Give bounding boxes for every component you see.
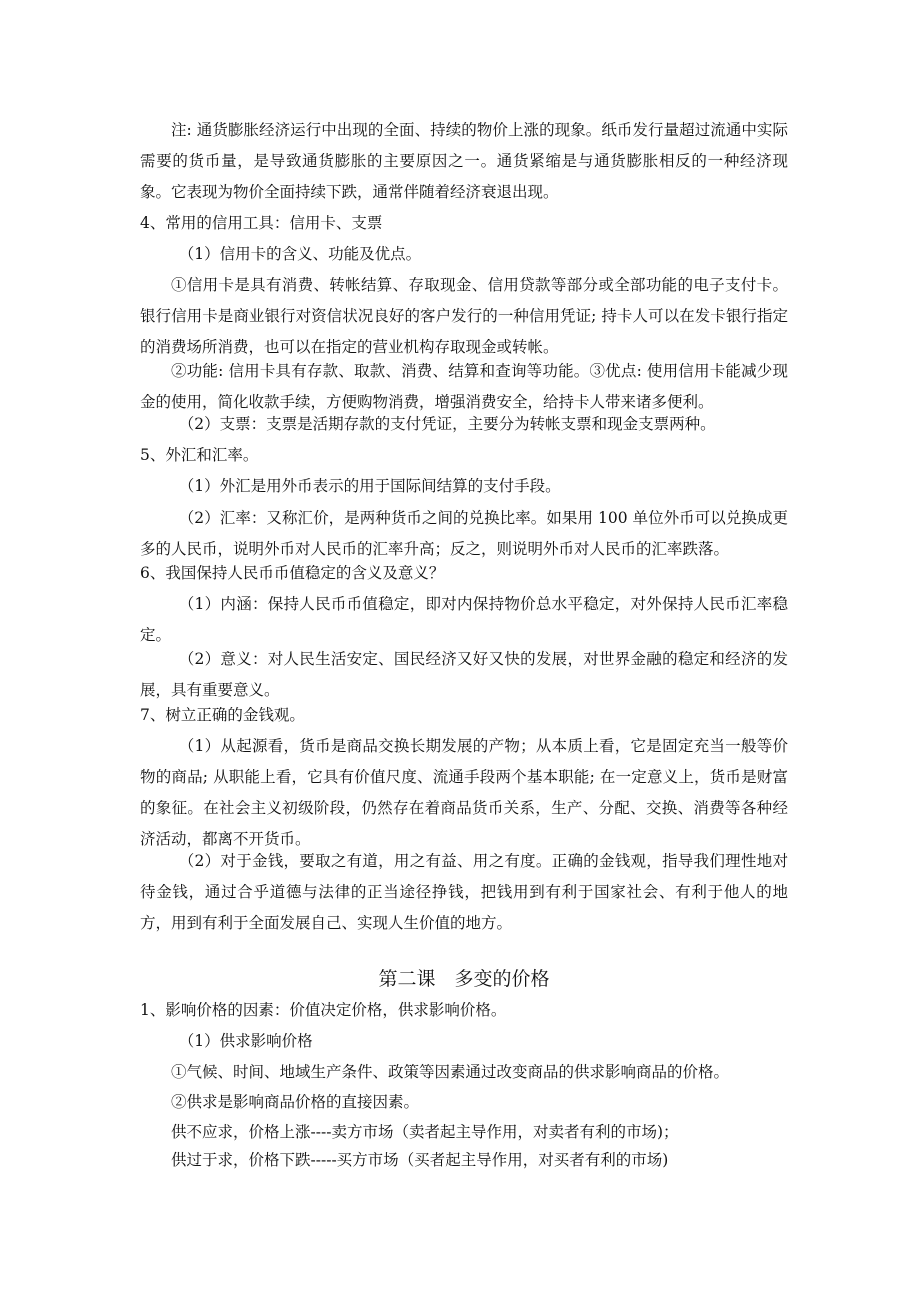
supply-direct-factor-item: ②供求是影响商品价格的直接因素。 <box>171 1093 420 1111</box>
heading-foreign-exchange: 5、外汇和汇率。 <box>140 446 259 464</box>
money-origin-paragraph: （1）从起源看，货币是商品交换长期发展的产物；从本质上看，它是固定充当一般等价物的商品; 从职能上看，它具有价值尺度、流通手段两个基本职能; 在一定意义上，货币是财富的象征。在社会主义初级阶段，仍然存在着商品货币关系，生产、分配、交换、消费等各种经济活动，都离不开货币。 <box>140 737 788 848</box>
note-inflation-paragraph: 注: 通货膨胀经济运行中出现的全面、持续的物价上涨的现象。纸币发行量超过流通中实际需要的货币量，是导致通货膨胀的主要原因之一。通货紧缩是与通货膨胀相反的一种经济现象。它表现为物价全面持续下跌，通常伴随着经济衰退出现。 <box>140 121 788 201</box>
heading-rmb-stability: 6、我国保持人民币币值稳定的含义及意义？ <box>140 564 445 582</box>
lesson-title: 第二课 多变的价格 <box>378 968 550 990</box>
subheading-credit-card: （1）信用卡的含义、功能及优点。 <box>178 245 422 263</box>
subheading-supply-demand: （1）供求影响价格 <box>178 1032 313 1050</box>
buyers-market-line: 供过于求，价格下跌-----买方市场（买者起主导作用，对买者有利的市场) <box>171 1151 669 1169</box>
rmb-significance-paragraph: （2）意义：对人民生活安定、国民经济又好又快的发展，对世界金融的稳定和经济的发展，具有重要意义。 <box>140 650 788 699</box>
heading-money-view: 7、树立正确的金钱观。 <box>140 706 305 724</box>
credit-card-definition-paragraph: ①信用卡是具有消费、转帐结算、存取现金、信用贷款等部分或全部功能的电子支付卡。银行信用卡是商业银行对资信状况良好的客户发行的一种信用凭证; 持卡人可以在发卡银行指定的消费场所消费，也可以在指定的营业机构存取现金或转帐。 <box>140 276 788 356</box>
money-attitude-paragraph: （2）对于金钱，要取之有道，用之有益、用之有度。正确的金钱观，指导我们理性地对待金钱，通过合乎道德与法律的正当途径挣钱，把钱用到有利于国家社会、有利于他人的地方，用到有利于全面发展自己、实现人生价值的地方。 <box>140 852 788 932</box>
cheque-paragraph: （2）支票：支票是活期存款的支付凭证，主要分为转帐支票和现金支票两种。 <box>178 415 716 433</box>
heading-credit-tools: 4、常用的信用工具：信用卡、支票 <box>140 214 383 232</box>
sellers-market-line: 供不应求，价格上涨----卖方市场（卖者起主导作用，对卖者有利的市场)； <box>171 1123 679 1141</box>
credit-card-function-paragraph: ②功能: 信用卡具有存款、取款、消费、结算和查询等功能。③优点: 使用信用卡能减少现金的使用，简化收款手续，方便购物消费，增强消费安全，给持卡人带来诸多便利。 <box>140 362 788 411</box>
foreign-exchange-paragraph: （1）外汇是用外币表示的用于国际间结算的支付手段。 <box>178 477 561 495</box>
rmb-connotation-paragraph: （1）内涵：保持人民币币值稳定，即对内保持物价总水平稳定，对外保持人民币汇率稳定。 <box>140 595 788 644</box>
supply-factors-item: ①气候、时间、地域生产条件、政策等因素通过改变商品的供求影响商品的价格。 <box>171 1063 730 1081</box>
heading-price-factors: 1、影响价格的因素：价值决定价格，供求影响价格。 <box>140 1001 507 1019</box>
exchange-rate-paragraph: （2）汇率：又称汇价，是两种货币之间的兑换比率。如果用 100 单位外币可以兑换成更多的人民币，说明外币对人民币的汇率升高；反之，则说明外币对人民币的汇率跌落。 <box>140 509 788 558</box>
